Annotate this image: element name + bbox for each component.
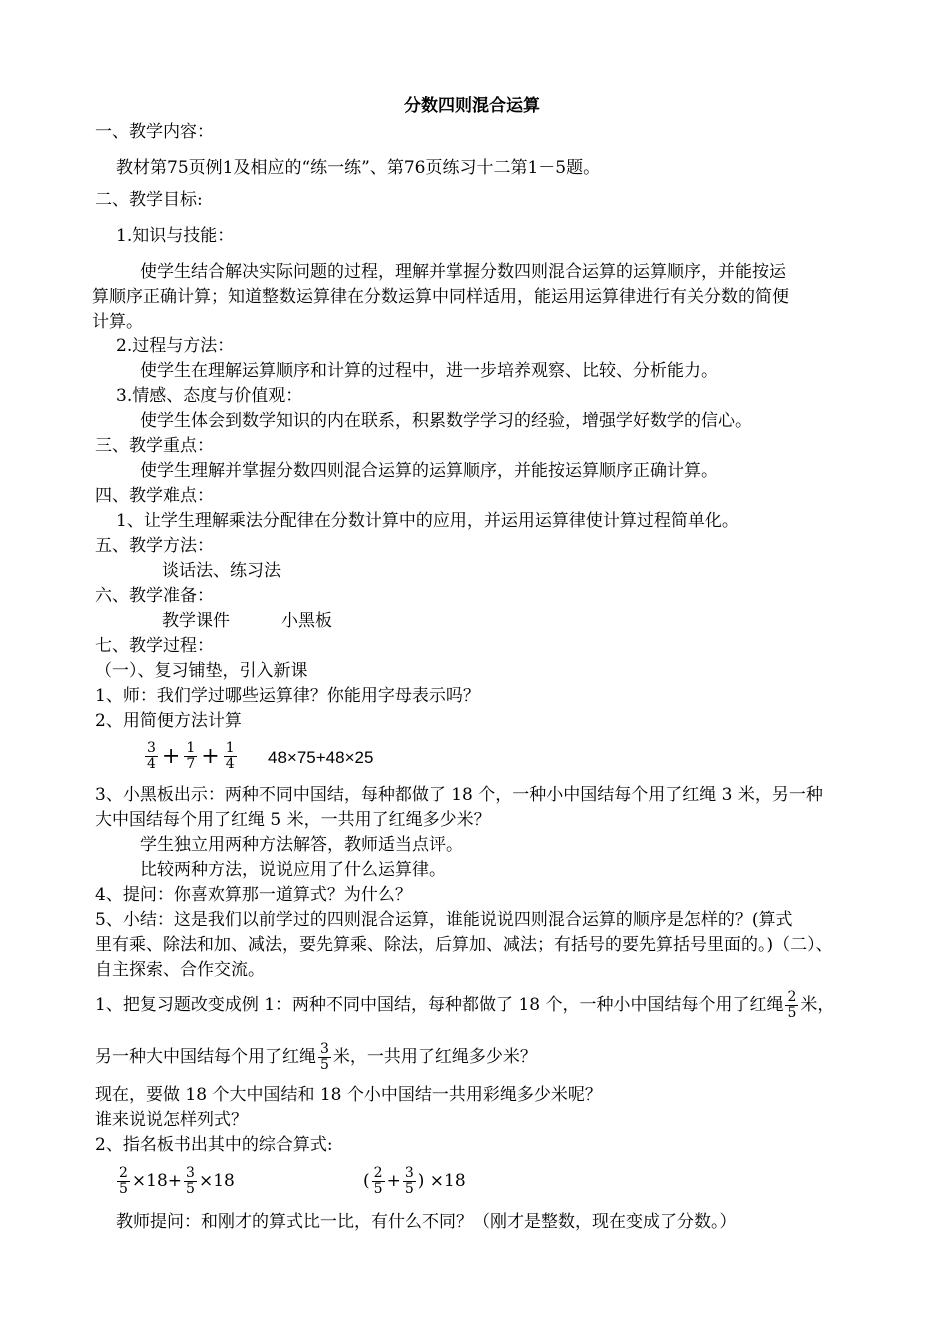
goal-1-line-3: 计算。 (92, 312, 143, 332)
section-1-heading: 一、教学内容： (95, 122, 214, 142)
goal-1-line-1: 使学生结合解决实际问题的过程，理解并掌握分数四则混合运算的运算顺序，并能按运 (140, 262, 786, 282)
fraction: $\frac{1}{7}$ (186, 740, 196, 772)
page-title: 分数四则混合运算 (404, 96, 540, 116)
example-2-label: 2、指名板书出其中的综合算式: (95, 1135, 333, 1155)
section-1-text: 教材第75页例1及相应的“练一练”、第76页练习十二第1－5题。 (116, 158, 601, 178)
question-2: 2、用简便方法计算 (95, 711, 242, 731)
fraction: $\frac{2}{5}$ (373, 1165, 383, 1197)
integer-expression: 48×75+48×25 (268, 748, 374, 767)
fraction: $\frac{3}{5}$ (320, 1041, 329, 1073)
example-1-line-3: 现在，要做 18 个大中国结和 18 个小中国结一共用彩绳多少米呢？ (95, 1085, 602, 1105)
example-1-line-1: 1、把复习题改变成例 1：两种不同中国结，每种都做了 18 个，一种小中国结每个用了红绳 $\frac{2}{5}$ 米， (95, 989, 835, 1021)
fraction: $\frac{2}{5}$ (787, 989, 797, 1021)
question-4: 4、提问：你喜欢算那一道算式？为什么？ (95, 885, 412, 905)
section-6-item-2: 小黑板 (281, 611, 332, 631)
section-6-item-1: 教学课件 (162, 611, 230, 631)
teacher-question: 教师提问：和刚才的算式比一比，有什么不同？（刚才是整数，现在变成了分数。） (116, 1212, 737, 1232)
example-1-line-2: 另一种大中国结每个用了红绳 $\frac{3}{5}$ 米，一共用了红绳多少米？ (95, 1041, 537, 1073)
question-5-line-2: 里有乘、除法和加、减法，要先算乘、除法，后算加、减法；有括号的要先算括号里面的。)（二）、 (95, 935, 833, 955)
question-5-line-3: 自主探索、合作交流。 (95, 960, 265, 980)
question-3-line-2: 大中国结每个用了红绳 5 米，一共用了红绳多少米？ (95, 810, 491, 830)
goal-1-line-2: 算顺序正确计算；知道整数运算律在分数运算中同样适用，能运用运算律进行有关分数的简便 (92, 287, 789, 307)
section-3-text: 使学生理解并掌握分数四则混合运算的运算顺序，并能按运算顺序正确计算。 (140, 461, 718, 481)
goal-2-label: 2.过程与方法： (116, 336, 235, 356)
section-6-heading: 六、教学准备： (95, 586, 214, 606)
process-part-1: （一）、复习铺垫，引入新课 (95, 661, 308, 681)
section-5-text: 谈话法、练习法 (162, 561, 281, 581)
fraction: $\frac{1}{4}$ (225, 740, 235, 772)
question-3-line-1: 3、小黑板出示：两种不同中国结，每种都做了 18 个，一种小中国结每个用了红绳 3 米，另一种 (95, 785, 823, 805)
question-3-sub-2: 比较两种方法，说说应用了什么运算律。 (140, 860, 446, 880)
fraction: $\frac{2}{5}$ (119, 1165, 128, 1197)
section-7-heading: 七、教学过程： (95, 636, 214, 656)
section-5-heading: 五、教学方法： (95, 536, 214, 556)
question-5-line-1: 5、小结：这是我们以前学过的四则混合运算，谁能说说四则混合运算的顺序是怎样的？(算式 (95, 910, 793, 930)
example-1-line-4: 谁来说说怎样列式？ (95, 1110, 248, 1130)
question-1: 1、师：我们学过哪些运算律？你能用字母表示吗？ (95, 686, 480, 706)
formula-1: $\frac{2}{5}$ ×18+ $\frac{3}{5}$ ×18 (119, 1165, 235, 1197)
section-2-heading: 二、教学目标: (95, 190, 203, 210)
goal-2-text: 使学生在理解运算顺序和计算的过程中，进一步培养观察、比较、分析能力。 (140, 361, 718, 381)
section-4-text: 1、让学生理解乘法分配律在分数计算中的应用，并运用运算律使计算过程简单化。 (116, 511, 739, 531)
goal-3-text: 使学生体会到数学知识的内在联系，积累数学学习的经验，增强学好数学的信心。 (140, 411, 752, 431)
goal-3-label: 3.情感、态度与价值观： (116, 386, 303, 406)
goal-1-label: 1.知识与技能： (116, 226, 235, 246)
section-4-heading: 四、教学难点： (95, 486, 214, 506)
fraction-expression-1: $\frac{3}{4}$ + $\frac{1}{7}$ + $\frac{1}{4}$ (147, 740, 235, 772)
fraction: $\frac{3}{5}$ (404, 1165, 414, 1197)
fraction: $\frac{3}{4}$ (147, 740, 156, 772)
section-3-heading: 三、教学重点： (95, 436, 214, 456)
formula-2: ( $\frac{2}{5}$ + $\frac{3}{5}$ ) ×18 (363, 1165, 466, 1197)
fraction: $\frac{3}{5}$ (186, 1165, 195, 1197)
question-3-sub-1: 学生独立用两种方法解答，教师适当点评。 (140, 835, 463, 855)
